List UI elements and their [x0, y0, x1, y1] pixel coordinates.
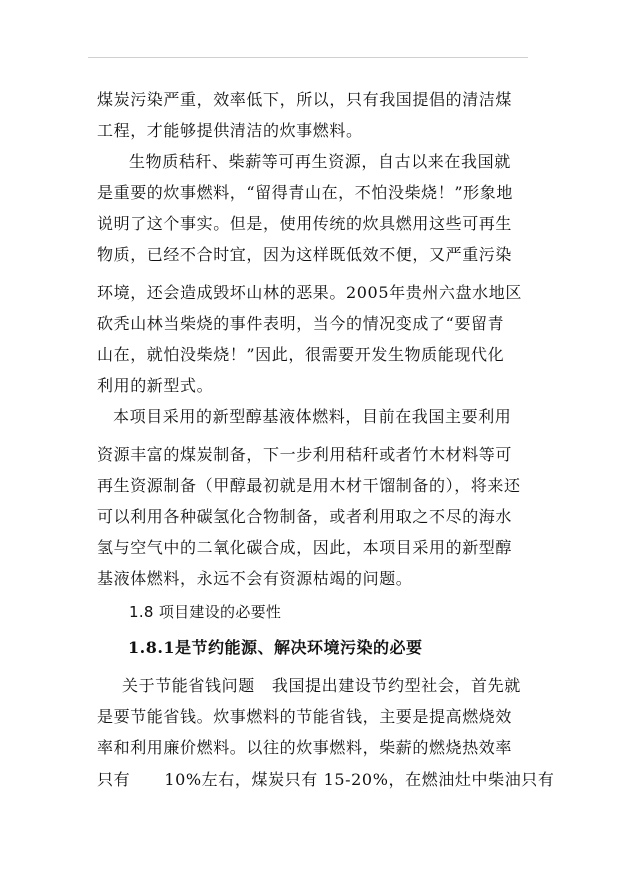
- body-text-line: 生物质秸秆、柴薪等可再生资源，自古以来在我国就: [129, 152, 511, 171]
- body-text-line: 氢与空气中的二氧化碳合成，因此，本项目采用的新型醇: [97, 538, 513, 557]
- body-text-line: 是要节能省钱。炊事燃料的节能省钱，主要是提高燃烧效: [97, 707, 513, 726]
- section-heading: 1.8 项目建设的必要性: [129, 603, 282, 621]
- body-text-line: 山在，就怕没柴烧！”因此，很需要开发生物质能现代化: [97, 345, 505, 364]
- body-text-line: 再生资源制备（甲醇最初就是用木材干馏制备的），将来还: [97, 476, 521, 495]
- body-text-line: 利用的新型式。: [97, 376, 214, 395]
- page-header-rule: [88, 57, 528, 58]
- body-text-line: 关于节能省钱问题 我国提出建设节约型社会，首先就: [122, 676, 521, 695]
- body-text-line: 煤炭污染严重，效率低下，所以，只有我国提倡的清洁煤: [97, 90, 513, 109]
- body-text-line: 工程，才能够提供清洁的炊事燃料。: [97, 121, 363, 140]
- body-text-line: 是重要的炊事燃料，“留得青山在，不怕没柴烧！”形象地: [97, 183, 513, 202]
- body-text-line: 本项目采用的新型醇基液体燃料，目前在我国主要利用: [113, 407, 512, 426]
- body-text-line: 基液体燃料，永远不会有资源枯竭的问题。: [97, 569, 413, 588]
- body-text-line: 资源丰富的煤炭制备，下一步利用秸秆或者竹木材料等可: [97, 445, 513, 464]
- body-text-line: 说明了这个事实。但是，使用传统的炊具燃用这些可再生: [97, 214, 513, 233]
- body-text-line: 砍秃山林当柴烧的事件表明，当今的情况变成了“要留青: [97, 314, 505, 333]
- body-text-line: 物质，已经不合时宜，因为这样既低效不便，又严重污染: [97, 245, 513, 264]
- body-text-line: 环境，还会造成毁坏山林的恶果。2005年贵州六盘水地区: [97, 283, 522, 302]
- subsection-heading: 1.8.1是节约能源、解决环境污染的必要: [128, 638, 423, 657]
- body-text-line: 可以利用各种碳氢化合物制备，或者利用取之不尽的海水: [97, 507, 513, 526]
- body-text-line: 率和利用廉价燃料。以往的炊事燃料，柴薪的燃烧热效率: [97, 738, 513, 757]
- body-text-line: 只有 10%左右，煤炭只有 15-20%，在燃油灶中柴油只有: [97, 770, 555, 789]
